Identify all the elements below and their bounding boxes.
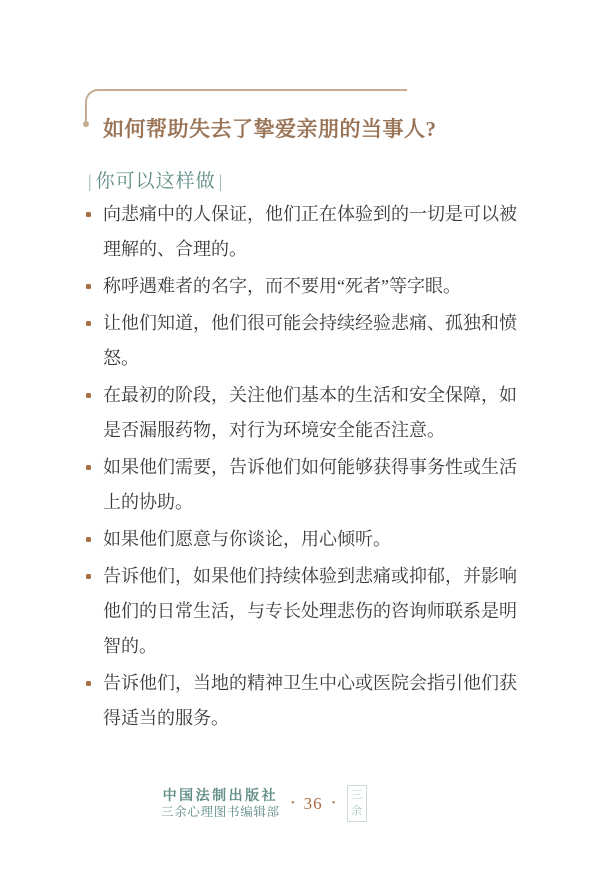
bullet-dot-icon xyxy=(86,284,91,289)
section-heading xyxy=(85,166,226,193)
list-item-text: 让他们知道，他们很可能会持续经验悲痛、孤独和愤怒。 xyxy=(103,313,517,368)
page-number-group xyxy=(291,794,336,814)
list-item xyxy=(85,378,517,448)
list-item-text: 如果他们愿意与你谈论，用心倾听。 xyxy=(103,529,391,549)
separator-dot-icon: • xyxy=(290,797,295,809)
advice-list xyxy=(85,197,517,738)
heading-bar-right: | xyxy=(218,171,224,191)
heading-bar-left: | xyxy=(88,171,93,191)
page-footer xyxy=(161,785,367,822)
bullet-dot-icon xyxy=(86,574,91,579)
publisher-seal-logo xyxy=(347,785,367,822)
list-item-text: 如果他们需要，告诉他们如何能够获得事务性或生活上的协助。 xyxy=(103,457,517,512)
list-item-text: 称呼遇难者的名字，而不要用“死者”等字眼。 xyxy=(103,276,461,296)
bullet-dot-icon xyxy=(86,321,91,326)
list-item xyxy=(85,450,517,520)
list-item-text: 向悲痛中的人保证，他们正在体验到的一切是可以被理解的、合理的。 xyxy=(103,204,517,259)
list-item xyxy=(85,666,517,736)
publisher-name: 中国法制出版社 xyxy=(162,788,279,804)
list-item-text: 告诉他们，当地的精神卫生中心或医院会指引他们获得适当的服务。 xyxy=(103,673,517,728)
seal-char-bottom: 余 xyxy=(351,804,363,817)
bullet-dot-icon xyxy=(86,681,91,686)
publisher-department: 三余心理图书编辑部 xyxy=(161,804,280,819)
list-item-text: 在最初的阶段，关注他们基本的生活和安全保障，如是否漏服药物，对行为环境安全能否注意。 xyxy=(103,385,517,440)
list-item xyxy=(85,197,517,267)
publisher-block xyxy=(161,788,280,820)
bullet-dot-icon xyxy=(86,465,91,470)
bullet-dot-icon xyxy=(86,393,91,398)
list-item xyxy=(85,269,517,304)
bullet-dot-icon xyxy=(86,212,91,217)
list-item xyxy=(85,522,517,557)
section-heading-text: 你可以这样做 xyxy=(95,171,216,192)
bracket-end-dot-icon xyxy=(83,121,89,127)
separator-dot-icon: • xyxy=(331,797,336,809)
list-item xyxy=(85,559,517,664)
page-number: 36 xyxy=(303,793,323,813)
bullet-dot-icon xyxy=(86,537,91,542)
seal-char-top: 三 xyxy=(351,789,363,802)
page-title: 如何帮助失去了挚爱亲朋的当事人? xyxy=(103,117,437,142)
list-item xyxy=(85,306,517,376)
list-item-text: 告诉他们，如果他们持续体验到悲痛或抑郁，并影响他们的日常生活，与专长处理悲伤的咨询师联系是明智的。 xyxy=(103,566,517,656)
